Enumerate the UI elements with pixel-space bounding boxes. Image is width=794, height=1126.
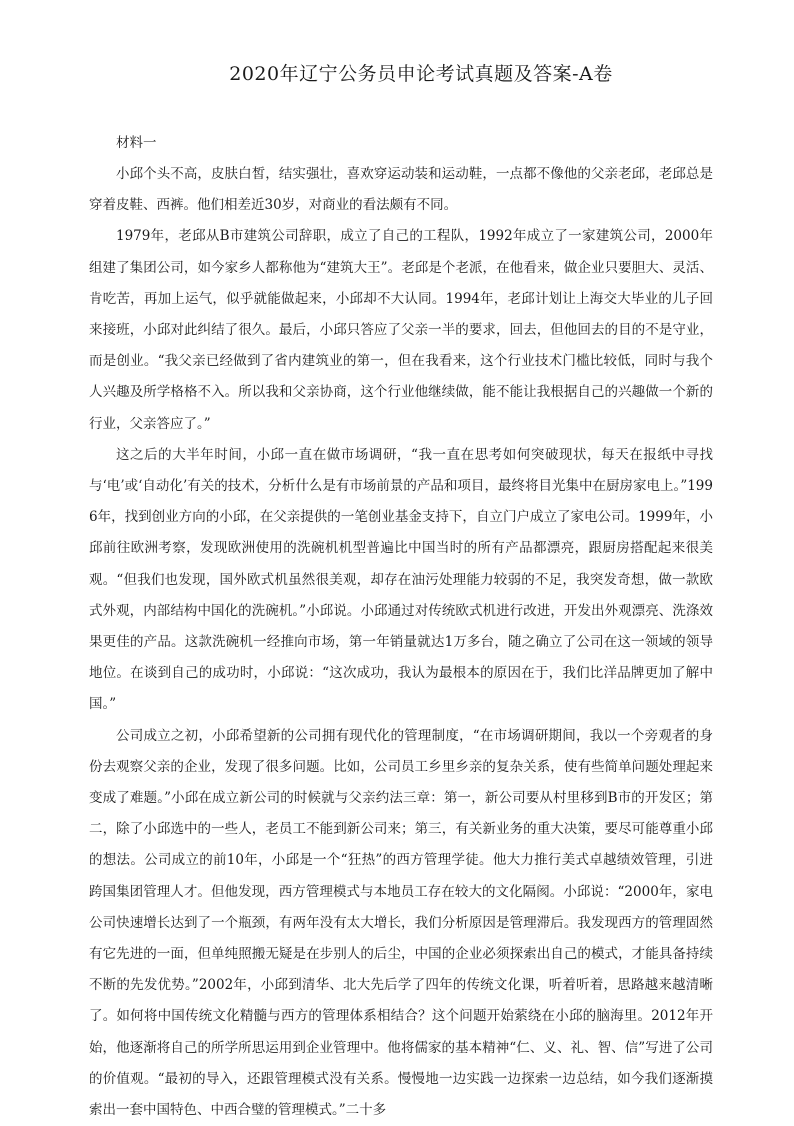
section-label: 材料一 [116, 135, 157, 151]
document-title: 2020年辽宁公务员申论考试真题及答案-A卷 [229, 63, 613, 85]
document-page [89, 60, 713, 1126]
paragraph-3: 这之后的大半年时间，小邱一直在做市场调研，“我一直在思考如何突破现状，每天在报纸中寻找与‘电’或‘自动化’有关的技术，分析什么是有市场前景的产品和项目，最终将目光集中在厨房家电上。”1996年，找到创业方向的小邱，在父亲提供的一笔创业基金支持下，自立门户成立了家电公司。1999年，小邱前往欧洲考察，发现欧洲使用的洗碗机机型普遍比中国当时的所有产品都漂亮，跟厨房搭配起来很美观。“但我们也发现，国外欧式机虽然很美观，却存在油污处理能力较弱的不足，我突发奇想，做一款欧式外观，内部结构中国化的洗碗机。”小邱说。小邱通过对传统欧式机进行改进，开发出外观漂亮、洗涤效果更佳的产品。这款洗碗机一经推向市场，第一年销量就达1万多台，随之确立了公司在这一领域的领导地位。在谈到自己的成功时，小邱说：“这次成功，我认为最根本的原因在于，我们比洋品牌更加了解中国。” [89, 446, 713, 713]
paragraph-1: 小邱个头不高，皮肤白皙，结实强壮，喜欢穿运动装和运动鞋，一点都不像他的父亲老邱，老邱总是穿着皮鞋、西裤。他们相差近30岁，对商业的看法颇有不同。 [89, 166, 713, 214]
paragraph-2: 1979年，老邱从B市建筑公司辞职，成立了自己的工程队，1992年成立了一家建筑公司，2000年组建了集团公司，如今家乡人都称他为“建筑大王”。老邱是个老派，在他看来，做企业只要胆大、灵活、肯吃苦，再加上运气，似乎就能做起来，小邱却不大认同。1994年，老邱计划让上海交大毕业的儿子回来接班，小邱对此纠结了很久。最后，小邱只答应了父亲一半的要求，回去，但他回去的目的不是守业，而是创业。“我父亲已经做到了省内建筑业的第一，但在我看来，这个行业技术门槛比较低，同时与我个人兴趣及所学格格不入。所以我和父亲协商，这个行业他继续做，能不能让我根据自己的兴趣做一个新的行业，父亲答应了。” [89, 228, 713, 432]
paragraph-4: 公司成立之初，小邱希望新的公司拥有现代化的管理制度，“在市场调研期间，我以一个旁观者的身份去观察父亲的企业，发现了很多问题。比如，公司员工乡里乡亲的复杂关系，使有些简单问题处理起来变成了难题。”小邱在成立新公司的时候就与父亲约法三章：第一，新公司要从村里移到B市的开发区；第二，除了小邱选中的一些人，老员工不能到新公司来；第三，有关新业务的重大决策，要尽可能尊重小邱的想法。公司成立的前10年，小邱是一个“狂热”的西方管理学徒。他大力推行美式卓越绩效管理，引进跨国集团管理人才。但他发现，西方管理模式与本地员工存在较大的文化隔阂。小邱说：“2000年，家电公司快速增长达到了一个瓶颈，有两年没有太大增长，我们分析原因是管理滞后。我发现西方的管理固然有它先进的一面，但单纯照搬无疑是在步别人的后尘，中国的企业必须探索出自己的模式，才能具备持续不断的先发优势。”2002年，小邱到清华、北大先后学了四年的传统文化课，听着听着，思路越来越清晰了。如何将中国传统文化精髓与西方的管理体系相结合？这个问题开始萦绕在小邱的脑海里。2012年开始，他逐渐将自己的所学所思运用到企业管理中。他将儒家的基本精神“仁、义、礼、智、信”写进了公司的价值观。“最初的导入，还跟管理模式没有关系。慢慢地一边实践一边探索一边总结，如今我们逐渐摸索出一套中国特色、中西合璧的管理模式。”二十多 [89, 727, 713, 1119]
